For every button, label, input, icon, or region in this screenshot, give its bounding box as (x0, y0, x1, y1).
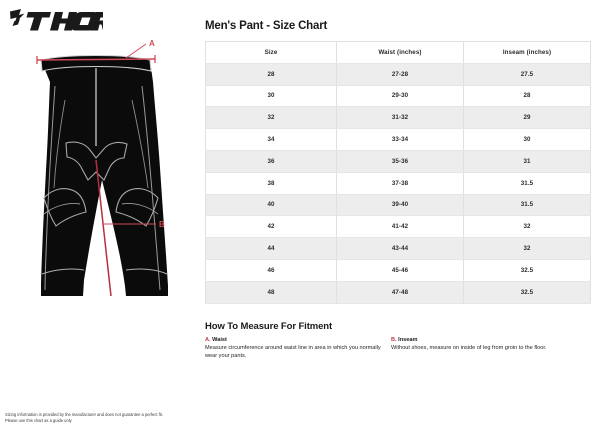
cell-inseam: 27.5 (464, 63, 591, 85)
fitment-section (205, 321, 590, 361)
cell-size: 46 (206, 259, 337, 281)
fitment-inseam-marker: B. (391, 336, 397, 343)
brand-logo (8, 8, 103, 34)
thor-helmet-logo-icon (8, 8, 103, 34)
table-row (206, 85, 591, 107)
cell-size: 42 (206, 216, 337, 238)
fitment-waist-marker: A. (205, 336, 211, 343)
waist-leader-line (126, 44, 146, 58)
cell-waist: 47-48 (337, 281, 464, 303)
cell-inseam: 28 (464, 85, 591, 107)
fitment-inseam-description: Without shoes, measure on inside of leg from groin to the floor. (391, 344, 547, 351)
pant-illustration (8, 38, 193, 313)
cell-size: 36 (206, 150, 337, 172)
cell-size: 28 (206, 63, 337, 85)
column-header-inseam: Inseam (inches) (464, 42, 591, 64)
column-header-size: Size (206, 42, 337, 64)
cell-waist: 37-38 (337, 172, 464, 194)
table-row (206, 107, 591, 129)
cell-inseam: 31 (464, 150, 591, 172)
disclaimer-line-1: Sizing information is provided by the manufacturer and does not guarantee a perfect fit. (5, 411, 163, 417)
table-row (206, 150, 591, 172)
table-row (206, 216, 591, 238)
cell-size: 34 (206, 129, 337, 151)
cell-inseam: 30 (464, 129, 591, 151)
size-chart-table (205, 41, 591, 304)
cell-inseam: 29 (464, 107, 591, 129)
cell-inseam: 32.5 (464, 281, 591, 303)
table-header-row (206, 42, 591, 64)
table-row (206, 281, 591, 303)
cell-inseam: 31.5 (464, 172, 591, 194)
cell-inseam: 32 (464, 238, 591, 260)
cell-size: 30 (206, 85, 337, 107)
fitment-inseam-name: Inseam (398, 336, 418, 343)
table-row (206, 194, 591, 216)
cell-waist: 43-44 (337, 238, 464, 260)
table-row (206, 238, 591, 260)
table-row (206, 63, 591, 85)
fitment-waist-label (205, 337, 383, 343)
cell-size: 32 (206, 107, 337, 129)
cell-waist: 27-28 (337, 63, 464, 85)
column-header-waist: Waist (inches) (337, 42, 464, 64)
table-row (206, 259, 591, 281)
page-title: Men's Pant - Size Chart (205, 20, 328, 32)
table-row (206, 172, 591, 194)
cell-size: 48 (206, 281, 337, 303)
cell-waist: 33-34 (337, 129, 464, 151)
cell-waist: 29-30 (337, 85, 464, 107)
cell-waist: 39-40 (337, 194, 464, 216)
fitment-title: How To Measure For Fitment (205, 320, 333, 332)
cell-waist: 31-32 (337, 107, 464, 129)
table-row (206, 129, 591, 151)
cell-waist: 45-46 (337, 259, 464, 281)
cell-size: 38 (206, 172, 337, 194)
disclaimer-line-2: Please use this chart as a guide only (5, 418, 72, 424)
fitment-waist-description: Measure circumference around waist line in area in which you normally wear your pants. (205, 344, 381, 360)
cell-waist: 35-36 (337, 150, 464, 172)
size-chart-content (205, 20, 590, 361)
disclaimer (5, 412, 235, 425)
pant-diagram-icon (8, 38, 193, 313)
cell-inseam: 31.5 (464, 194, 591, 216)
callout-b-label: B (159, 220, 165, 229)
callout-a-label: A (149, 39, 155, 48)
cell-size: 40 (206, 194, 337, 216)
cell-inseam: 32 (464, 216, 591, 238)
fitment-item-inseam (391, 337, 577, 361)
fitment-inseam-label (391, 337, 569, 343)
cell-inseam: 32.5 (464, 259, 591, 281)
fitment-item-waist (205, 337, 391, 361)
cell-size: 44 (206, 238, 337, 260)
pant-body (41, 56, 168, 297)
cell-waist: 41-42 (337, 216, 464, 238)
waist-measure-line (37, 59, 155, 60)
fitment-waist-name: Waist (212, 336, 227, 343)
